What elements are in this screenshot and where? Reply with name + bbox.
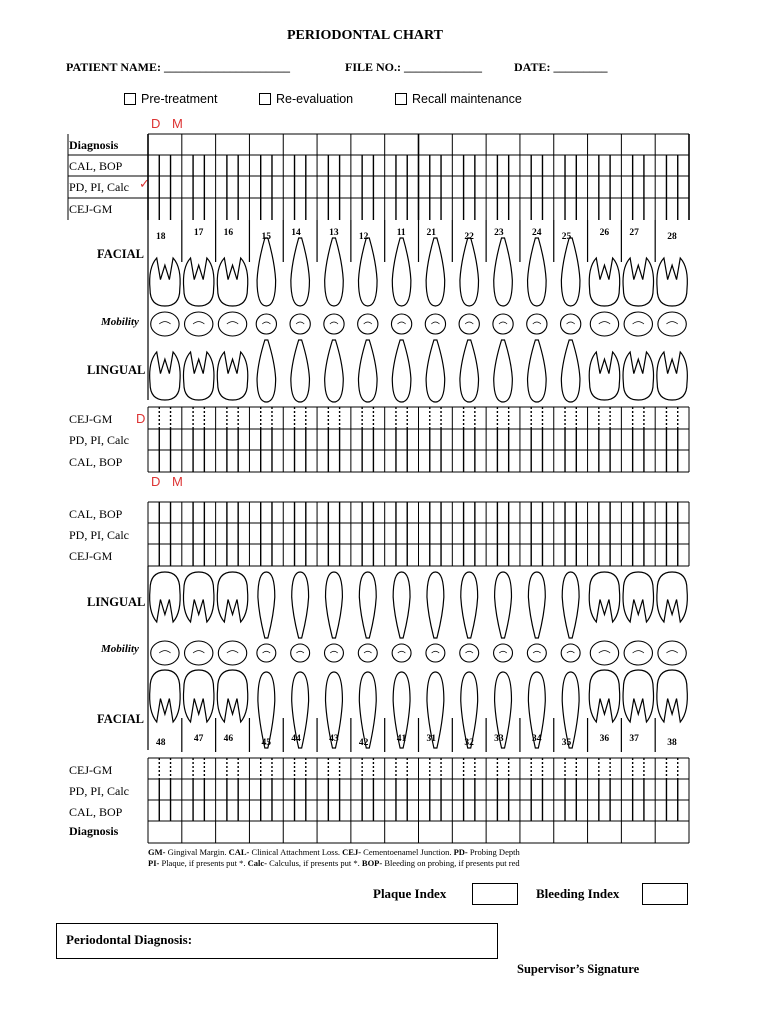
lower-tooth-number: 41 bbox=[396, 734, 407, 744]
upper-tooth-number: 12 bbox=[358, 232, 369, 242]
upper-tooth-number: 17 bbox=[193, 228, 204, 238]
upper-lingual-label: LINGUAL bbox=[87, 363, 146, 377]
upper-facial-tooth bbox=[426, 238, 445, 306]
lower-facial-tooth bbox=[217, 670, 248, 722]
legend-bop-text: Bleeding on probing, if presents put red bbox=[382, 858, 520, 868]
upper-tooth-number: 25 bbox=[561, 232, 572, 242]
upper-cej-gm-label: CEJ-GM bbox=[69, 202, 113, 216]
lower-mobility-occlusal-groove bbox=[567, 651, 575, 653]
page-title: PERIODONTAL CHART bbox=[287, 28, 443, 43]
upper-tooth-number: 18 bbox=[156, 232, 166, 242]
lower-pd-pi-calc-label: PD, PI, Calc bbox=[69, 528, 129, 542]
upper-mobility-occlusal-groove bbox=[262, 322, 270, 324]
upper-lingual-tooth bbox=[426, 340, 445, 402]
upper-lingual-tooth bbox=[257, 340, 276, 402]
lower-mobility-occlusal-groove bbox=[193, 651, 204, 653]
lower-lingual-tooth bbox=[528, 572, 545, 638]
lower-mobility-occlusal bbox=[185, 641, 213, 665]
upper-mobility-occlusal bbox=[425, 314, 445, 334]
lower-pd-pi-calc-label-2: PD, PI, Calc bbox=[69, 784, 129, 798]
upper-mobility-occlusal-groove bbox=[533, 322, 541, 324]
upper-mobility-occlusal-groove bbox=[666, 322, 677, 324]
check-mark-annotation: ✓ bbox=[139, 176, 150, 191]
lower-facial-label: FACIAL bbox=[97, 712, 144, 726]
lower-mobility-occlusal-groove bbox=[263, 651, 271, 653]
lower-facial-tooth bbox=[657, 670, 688, 722]
upper-mobility-occlusal-groove bbox=[599, 322, 610, 324]
checkbox-label: Recall maintenance bbox=[412, 92, 522, 106]
upper-lingual-tooth bbox=[460, 340, 479, 402]
lower-cej-gm-label-2: CEJ-GM bbox=[69, 763, 113, 777]
upper-facial-tooth bbox=[257, 238, 276, 306]
upper-lingual-tooth bbox=[494, 340, 513, 402]
upper-tooth-number: 13 bbox=[329, 228, 339, 238]
upper-tooth-number: 16 bbox=[223, 228, 234, 238]
legend-pi-abbr: PI- bbox=[148, 858, 160, 868]
upper-mobility-occlusal-groove bbox=[431, 322, 439, 324]
upper-mobility-occlusal bbox=[624, 312, 652, 336]
upper-tooth-number: 14 bbox=[291, 228, 301, 238]
upper-mobility-occlusal bbox=[358, 314, 378, 334]
upper-tooth-number: 11 bbox=[396, 228, 406, 238]
upper-mobility-occlusal-groove bbox=[567, 322, 575, 324]
legend-pi-text: Plaque, if presents put *. bbox=[159, 858, 248, 868]
upper-facial-tooth bbox=[460, 238, 479, 306]
legend-line-1 bbox=[148, 847, 520, 857]
upper-facial-tooth bbox=[528, 238, 547, 306]
upper-facial-tooth bbox=[183, 258, 214, 306]
lower-lingual-tooth bbox=[495, 572, 512, 638]
lower-facial-tooth bbox=[427, 672, 444, 748]
lower-dm-annotation: D M bbox=[151, 474, 187, 489]
upper-mobility-occlusal-groove bbox=[193, 322, 204, 324]
lower-mobility-occlusal bbox=[527, 644, 546, 662]
lower-facial-tooth bbox=[589, 670, 620, 722]
file-no-field[interactable]: FILE NO.: _____________ bbox=[345, 60, 483, 74]
legend-calc-text: Calculus, if presents put *. bbox=[267, 858, 362, 868]
lower-facial-tooth bbox=[495, 672, 512, 748]
upper-pd-pi-calc-label: PD, PI, Calc bbox=[69, 180, 129, 194]
upper-mobility-occlusal-groove bbox=[330, 322, 338, 324]
upper-lingual-tooth bbox=[358, 340, 377, 402]
lower-mobility-occlusal-groove bbox=[398, 651, 406, 653]
upper-lingual-tooth bbox=[623, 352, 654, 400]
lower-tooth-number: 44 bbox=[291, 734, 301, 744]
lower-mobility-occlusal bbox=[624, 641, 652, 665]
lower-lingual-label: LINGUAL bbox=[87, 595, 146, 609]
lower-lingual-tooth bbox=[359, 572, 376, 638]
lower-mobility-occlusal-groove bbox=[633, 651, 644, 653]
lower-mobility-occlusal bbox=[291, 644, 310, 662]
lower-mobility-occlusal bbox=[561, 644, 580, 662]
patient-name-field[interactable]: PATIENT NAME: _____________________ bbox=[66, 60, 291, 74]
lower-mobility-occlusal bbox=[494, 644, 513, 662]
lower-tooth-number: 38 bbox=[667, 738, 677, 748]
lower-tooth-number: 34 bbox=[531, 734, 542, 744]
upper-facial-tooth bbox=[589, 258, 620, 306]
lower-lingual-tooth bbox=[427, 572, 444, 638]
upper-lingual-tooth bbox=[325, 340, 344, 402]
lower-facial-tooth bbox=[393, 672, 410, 748]
lower-mobility-occlusal-groove bbox=[599, 651, 610, 653]
upper-facial-tooth bbox=[325, 238, 344, 306]
upper-facial-tooth bbox=[150, 258, 181, 306]
lower-lingual-tooth bbox=[217, 572, 248, 622]
cej-d-annotation: D bbox=[136, 411, 146, 426]
lower-tooth-number: 37 bbox=[629, 734, 639, 744]
plaque-index-input[interactable] bbox=[472, 883, 518, 905]
periodontal-diagnosis-box[interactable] bbox=[56, 923, 498, 959]
lower-lingual-tooth bbox=[326, 572, 343, 638]
upper-mobility-label: Mobility bbox=[101, 316, 139, 328]
legend-pd-text: Probing Depth bbox=[467, 847, 520, 857]
upper-mobility-occlusal bbox=[290, 314, 310, 334]
lower-facial-tooth bbox=[461, 672, 478, 748]
upper-tooth-number: 21 bbox=[426, 228, 436, 238]
lower-mobility-occlusal bbox=[151, 641, 179, 665]
legend-calc-abbr: Calc- bbox=[247, 858, 267, 868]
lower-lingual-tooth bbox=[393, 572, 410, 638]
lower-facial-tooth bbox=[258, 672, 275, 748]
lower-lingual-tooth bbox=[623, 572, 654, 622]
upper-mobility-occlusal bbox=[561, 314, 581, 334]
upper-mobility-occlusal-groove bbox=[296, 322, 304, 324]
lower-lingual-tooth bbox=[657, 572, 688, 622]
legend-gm-text: Gingival Margin. bbox=[165, 847, 229, 857]
lower-mobility-occlusal bbox=[460, 644, 479, 662]
upper-mobility-occlusal bbox=[493, 314, 513, 334]
upper-lingual-tooth bbox=[561, 340, 580, 402]
lower-lingual-tooth bbox=[562, 572, 579, 638]
lower-tooth-number: 35 bbox=[561, 738, 572, 748]
lower-lingual-tooth bbox=[183, 572, 214, 622]
bleeding-index-input[interactable] bbox=[642, 883, 688, 905]
upper-facial-tooth bbox=[358, 238, 377, 306]
upper-mobility-occlusal bbox=[151, 312, 179, 336]
legend-cej-text: Cementoenamel Junction. bbox=[361, 847, 454, 857]
lower-lingual-tooth bbox=[292, 572, 309, 638]
upper-lingual-tooth bbox=[150, 352, 181, 400]
lower-mobility-occlusal bbox=[358, 644, 377, 662]
lower-mobility-occlusal-groove bbox=[159, 651, 170, 653]
lower-tooth-number: 32 bbox=[464, 738, 474, 748]
upper-mobility-occlusal bbox=[256, 314, 276, 334]
lower-tooth-number: 47 bbox=[193, 734, 204, 744]
upper-mobility-occlusal-groove bbox=[159, 322, 170, 324]
legend-cal-abbr: CAL- bbox=[228, 847, 250, 857]
lower-mobility-occlusal-groove bbox=[330, 651, 338, 653]
periodontal-diagnosis-label: Periodontal Diagnosis: bbox=[66, 932, 193, 947]
legend-gm-abbr: GM- bbox=[148, 847, 166, 857]
upper-mobility-occlusal-groove bbox=[227, 322, 238, 324]
lower-mobility-occlusal-groove bbox=[227, 651, 238, 653]
lower-mobility-occlusal bbox=[257, 644, 276, 662]
upper-facial-tooth bbox=[657, 258, 688, 306]
legend-cal-text: Clinical Attachment Loss. bbox=[249, 847, 343, 857]
upper-lingual-tooth bbox=[217, 352, 248, 400]
upper-mobility-occlusal bbox=[218, 312, 246, 336]
checkbox-label: Pre-treatment bbox=[141, 92, 218, 106]
upper-mobility-occlusal-groove bbox=[499, 322, 507, 324]
lower-tooth-number: 42 bbox=[358, 738, 369, 748]
upper-mobility-occlusal bbox=[527, 314, 547, 334]
lower-facial-tooth bbox=[623, 670, 654, 722]
upper-mobility-occlusal-groove bbox=[398, 322, 406, 324]
lower-lingual-tooth bbox=[150, 572, 181, 622]
upper-tooth-number: 27 bbox=[629, 228, 639, 238]
upper-tooth-number: 22 bbox=[464, 232, 474, 242]
upper-tooth-number: 26 bbox=[599, 228, 610, 238]
lower-mobility-occlusal bbox=[590, 641, 618, 665]
lower-mobility-occlusal bbox=[325, 644, 344, 662]
lower-tooth-number: 46 bbox=[223, 734, 234, 744]
upper-mobility-occlusal bbox=[324, 314, 344, 334]
lower-tooth-number: 48 bbox=[156, 738, 166, 748]
upper-mobility-occlusal-groove bbox=[465, 322, 473, 324]
lower-mobility-occlusal-groove bbox=[296, 651, 304, 653]
upper-mobility-occlusal bbox=[185, 312, 213, 336]
upper-facial-tooth bbox=[561, 238, 580, 306]
upper-mobility-occlusal bbox=[590, 312, 618, 336]
lower-cal-bop-label: CAL, BOP bbox=[69, 507, 123, 521]
upper-lingual-tooth bbox=[657, 352, 688, 400]
upper-mobility-occlusal bbox=[391, 314, 411, 334]
lower-facial-tooth bbox=[359, 672, 376, 748]
lower-diagnosis-label: Diagnosis bbox=[69, 824, 119, 838]
checkbox-label: Re-evaluation bbox=[276, 92, 354, 106]
date-field[interactable]: DATE: _________ bbox=[514, 60, 608, 74]
upper-diagnosis-label: Diagnosis bbox=[69, 138, 119, 152]
upper-tooth-number: 23 bbox=[494, 228, 504, 238]
upper-pd-pi-calc-label-2: PD, PI, Calc bbox=[69, 433, 129, 447]
lower-mobility-occlusal-groove bbox=[432, 651, 440, 653]
lower-tooth-number: 36 bbox=[599, 734, 610, 744]
plaque-index-label: Plaque Index bbox=[373, 886, 447, 901]
lower-mobility-occlusal-groove bbox=[465, 651, 473, 653]
upper-facial-tooth bbox=[494, 238, 513, 306]
upper-mobility-occlusal bbox=[658, 312, 686, 336]
lower-facial-tooth bbox=[528, 672, 545, 748]
lower-mobility-occlusal-groove bbox=[533, 651, 541, 653]
lower-facial-tooth bbox=[562, 672, 579, 748]
upper-cej-gm-label-2: CEJ-GM bbox=[69, 412, 113, 426]
upper-cal-bop-label-2: CAL, BOP bbox=[69, 455, 123, 469]
upper-facial-tooth bbox=[392, 238, 411, 306]
upper-facial-tooth bbox=[291, 238, 310, 306]
lower-mobility-occlusal-groove bbox=[666, 651, 677, 653]
legend-bop-abbr: BOP- bbox=[361, 858, 383, 868]
upper-tooth-number: 15 bbox=[261, 232, 271, 242]
upper-lingual-tooth bbox=[589, 352, 620, 400]
upper-facial-label: FACIAL bbox=[97, 247, 144, 261]
upper-lingual-tooth bbox=[183, 352, 214, 400]
upper-dm-annotation: D M bbox=[151, 116, 187, 131]
lower-tooth-number: 45 bbox=[261, 738, 271, 748]
lower-tooth-number: 33 bbox=[494, 734, 504, 744]
lower-mobility-occlusal bbox=[392, 644, 411, 662]
bleeding-index-label: Bleeding Index bbox=[536, 886, 620, 901]
upper-lingual-tooth bbox=[528, 340, 547, 402]
lower-mobility-occlusal-groove bbox=[499, 651, 507, 653]
lower-lingual-tooth bbox=[461, 572, 478, 638]
lower-facial-tooth bbox=[292, 672, 309, 748]
upper-mobility-occlusal-groove bbox=[633, 322, 644, 324]
lower-lingual-tooth bbox=[589, 572, 620, 622]
lower-tooth-number: 31 bbox=[426, 734, 436, 744]
legend-pd-abbr: PD- bbox=[453, 847, 468, 857]
lower-facial-tooth bbox=[326, 672, 343, 748]
legend-cej-abbr: CEJ- bbox=[342, 847, 362, 857]
lower-facial-tooth bbox=[150, 670, 181, 722]
upper-tooth-number: 28 bbox=[667, 232, 677, 242]
upper-lingual-tooth bbox=[291, 340, 310, 402]
lower-cej-gm-label: CEJ-GM bbox=[69, 549, 113, 563]
lower-mobility-label: Mobility bbox=[101, 643, 139, 655]
supervisor-signature-label: Supervisor’s Signature bbox=[517, 962, 640, 976]
upper-mobility-occlusal bbox=[459, 314, 479, 334]
lower-mobility-occlusal bbox=[218, 641, 246, 665]
lower-lingual-tooth bbox=[258, 572, 275, 638]
lower-mobility-occlusal bbox=[658, 641, 686, 665]
lower-mobility-occlusal bbox=[426, 644, 445, 662]
legend-line-2 bbox=[148, 858, 520, 868]
upper-facial-tooth bbox=[217, 258, 248, 306]
upper-tooth-number: 24 bbox=[531, 228, 542, 238]
upper-mobility-occlusal-groove bbox=[364, 322, 372, 324]
lower-tooth-number: 43 bbox=[329, 734, 339, 744]
lower-facial-tooth bbox=[183, 670, 214, 722]
lower-cal-bop-label-2: CAL, BOP bbox=[69, 805, 123, 819]
upper-facial-tooth bbox=[623, 258, 654, 306]
lower-mobility-occlusal-groove bbox=[364, 651, 372, 653]
upper-cal-bop-label: CAL, BOP bbox=[69, 159, 123, 173]
upper-lingual-tooth bbox=[392, 340, 411, 402]
